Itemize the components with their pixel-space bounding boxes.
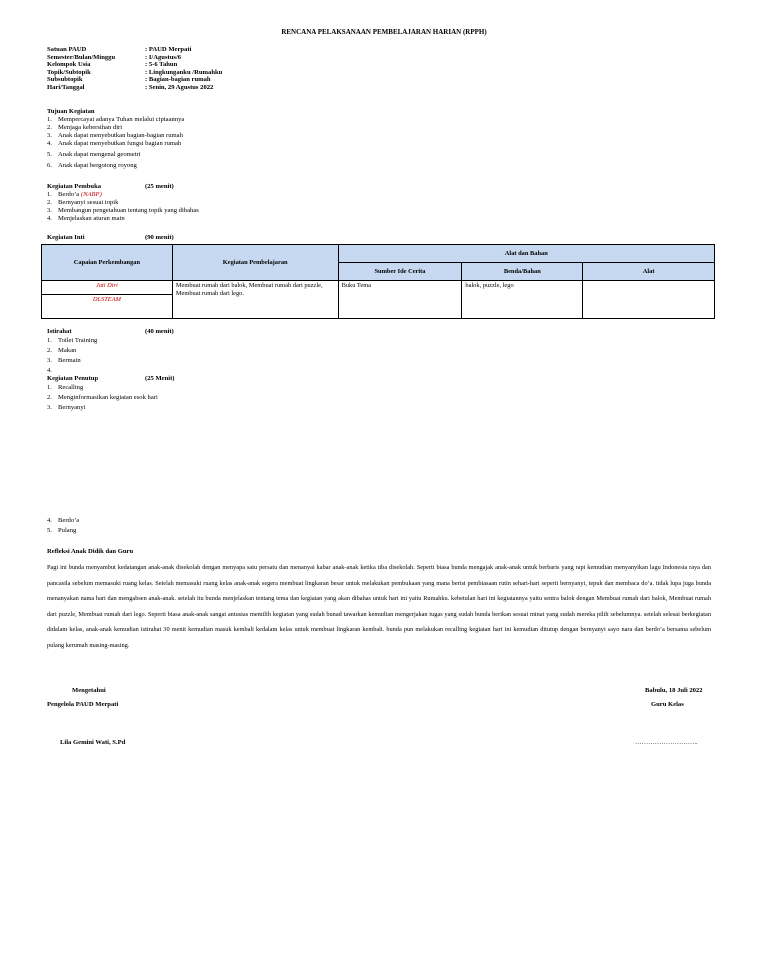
info-value: : PAUD Merpati (145, 46, 192, 53)
list-item (47, 140, 184, 151)
list-item (47, 199, 347, 207)
header-kegiatan: Kegiatan Pembelajaran (172, 245, 338, 281)
header-alat-bahan: Alat dan Bahan (338, 245, 714, 263)
header-benda: Benda/Bahan (462, 263, 583, 281)
cell-alat (583, 281, 715, 319)
item-text: Berdo’a (58, 517, 80, 524)
list-item (47, 347, 347, 357)
info-value: : Lingkunganku /Rumahku (145, 68, 223, 76)
item-number: 3. (47, 404, 52, 411)
info-label: Satuan PAUD (47, 46, 87, 53)
item-number: 3. (47, 207, 52, 214)
list-item (47, 116, 184, 124)
penutup-heading (47, 375, 347, 384)
item-number: 1. (47, 191, 52, 198)
capaian-divider (42, 294, 172, 310)
item-number: 4. (47, 517, 52, 524)
sign-left-name: Lila Gemini Wati, S.Pd (60, 739, 126, 746)
capaian-dlsteam: DLSTEAM (92, 296, 121, 303)
tujuan-section (47, 108, 184, 170)
item-number: 4. (47, 140, 52, 147)
inti-heading (47, 234, 347, 242)
document-title: RENCANA PELAKSANAAN PEMBELAJARAN HARIAN (RPPH) (281, 28, 487, 36)
info-label: Subsubtopik (47, 76, 83, 84)
item-number: 6. (47, 162, 52, 169)
item-text: Toilet Training (58, 337, 98, 344)
item-number: 5. (47, 527, 52, 534)
item-text: Berdo’a (58, 191, 80, 198)
item-text: Bernyanyi sesuai topik (58, 199, 119, 206)
table-row (42, 281, 715, 319)
refleksi-paragraph: Pagi ini bunda menyambut kedatangan anak-anak disekolah dengan menyapa satu persatu dan menanyai kabar anak-anak ketika tiba disekolah. Seperti biasa bunda mengajak anak-anak untuk berbaris yang rapi kemudian menyanyikan lagu Indonesia raya dan pancasila sebelum memasuki ruang kelas. Setelah memasuki ruang kelas anak-anak segera membuat lingkaran besar untuk melakukan pembukaan yang mana berisi pembiasaan rutin sehari-hari seperti bernyanyi, tepuk dan membaca do’a. tidak lupa juga bunda menanyakan nama hari dan mengabsen anak-anak. setelah itu bunda menjelaskan tentang tema dan kegiatan yang akan dibahas untuk hari ini yaitu Rumahku. kebetulan hari ini kegiatannya yaitu sentra balok dengan Membuat rumah dari balok, Membuat rumah dari puzzle, Membuat rumah dari lego. Seperti biasa anak-anak sangat antusias memilih kegiatan yang sudah bunad tawarkan kemudian mengerjakan tugas yang sudah bunda berikan sesuai minat yang sudah mereka pilih sebelumnya. setelah selesai berkegiatan didalam kelas, anak-anak kemudian istirahat 30 menit kemudian masuk kembali kedalam kelas untuk membuat lingkaran kembali. bunda pun melakukan recalling kegiatan hari ini kemudian ditutup dengan bernyanyi sayo nara dan berdo’a bersama sebelum pulang kerumah masing-masing. (47, 564, 711, 649)
istirahat-title: Istirahat (47, 328, 72, 335)
header-sumber: Sumber Ide Cerita (338, 263, 462, 281)
list-item (47, 404, 347, 414)
cell-sumber: Buku Tema (338, 281, 462, 319)
item-note: (NABP) (80, 191, 102, 198)
list-item (47, 357, 347, 367)
item-text: Makan (58, 347, 77, 354)
cell-benda: balok, puzzle, lego (462, 281, 583, 319)
sign-left-line2: Pengelola PAUD Merpati (47, 701, 119, 708)
item-text: Anak dapat bergotong royong (58, 162, 137, 169)
item-text: Anak dapat menyebutkan bagian-bagian rumah (58, 132, 183, 139)
header-capaian: Capaian Perkembangan (42, 245, 173, 281)
info-label: Kelompok Usia (47, 61, 91, 69)
list-item (47, 527, 347, 537)
istirahat-duration: (40 menit) (145, 328, 174, 335)
list-item (47, 384, 347, 394)
penutup-continued (47, 517, 347, 537)
list-item (47, 367, 347, 375)
info-label: Topik/Subtopik (47, 68, 91, 76)
inti-title: Kegiatan Inti (47, 234, 85, 241)
list-item (47, 394, 347, 404)
info-label: Semester/Bulan/Minggu (47, 53, 116, 61)
item-text: Bernyanyi (58, 404, 86, 411)
item-number: 4. (47, 367, 52, 374)
list-item (47, 517, 347, 527)
item-text: Mempercayai adanya Tuhan melalui ciptaannya (58, 116, 185, 123)
list-item (47, 124, 184, 132)
pembuka-section (47, 183, 347, 223)
pembuka-duration: (25 menit) (145, 183, 174, 190)
item-text: Menginformasikan kegiatan esok hari (58, 394, 158, 401)
header-alat: Alat (583, 263, 715, 281)
info-value: : I/Agustus/6 (145, 53, 182, 61)
sign-right-name: ……………………….. (635, 739, 698, 746)
item-text: Bermain (58, 357, 81, 364)
item-number: 1. (47, 337, 52, 344)
item-text: Menjelaskan aturan main (58, 215, 125, 222)
item-number: 3. (47, 357, 52, 364)
item-number: 2. (47, 347, 52, 354)
item-number: 3. (47, 132, 52, 139)
info-label: Hari/Tanggal (47, 83, 85, 91)
cell-kegiatan: Membuat rumah dari balok, Membuat rumah dari puzzle, Membuat rumah dari lego. (172, 281, 338, 319)
list-item (47, 207, 347, 215)
item-number: 4. (47, 215, 52, 222)
list-item (47, 191, 347, 199)
list-item (47, 337, 347, 347)
identity-block (47, 46, 222, 92)
capaian-jati-diri: Jati Diri (95, 282, 118, 289)
list-item (47, 215, 347, 223)
item-number: 1. (47, 384, 52, 391)
istirahat-heading (47, 328, 347, 337)
sign-left-line1: Mengetahui (72, 687, 106, 694)
list-item (47, 132, 184, 140)
activity-table (41, 244, 715, 319)
istirahat-section (47, 328, 347, 414)
refleksi-heading: Refleksi Anak Didik dan Guru (47, 548, 134, 555)
item-text: Menjaga kebersihan diri (58, 124, 123, 131)
item-number: 5. (47, 151, 52, 158)
pembuka-title: Kegiatan Pembuka (47, 183, 102, 190)
item-text: Anak dapat menyebutkan fungsi bagian rumah (58, 140, 182, 147)
item-number: 2. (47, 124, 52, 131)
list-item (47, 162, 184, 170)
pembuka-heading (47, 183, 347, 191)
cell-capaian (42, 281, 173, 319)
item-number: 1. (47, 116, 52, 123)
item-text: Pulang (58, 527, 77, 534)
sign-right-line1: Babulu, 18 Juli 2022 (645, 687, 703, 694)
info-value: : Bagian-bagian rumah (145, 76, 211, 84)
inti-duration: (90 menit) (145, 234, 174, 241)
list-item (47, 151, 184, 162)
info-value: : 5-6 Tahun (145, 61, 178, 69)
penutup-duration: (25 Menit) (145, 375, 175, 382)
tujuan-heading: Tujuan Kegiatan (47, 108, 95, 115)
info-value: : Senin, 29 Agustus 2022 (145, 83, 214, 91)
item-text: Anak dapat mengenal geometri (58, 151, 141, 158)
item-number: 2. (47, 394, 52, 401)
item-number: 2. (47, 199, 52, 206)
sign-right-line2: Guru Kelas (651, 701, 684, 708)
item-text: Recalling (58, 384, 84, 391)
penutup-title: Kegiatan Penutup (47, 375, 99, 382)
item-text: Membangun pengetahuan tentang topik yang dibahas (58, 207, 199, 214)
